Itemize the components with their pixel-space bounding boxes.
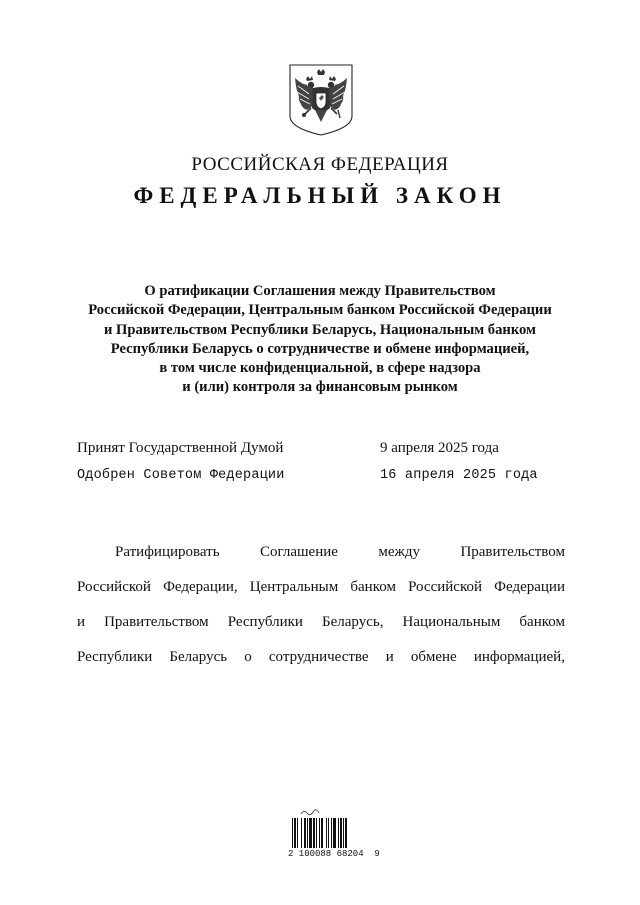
- law-name-line: и Правительством Республики Беларусь, Национальным банком: [103, 321, 536, 338]
- body-word: Национальным: [402, 614, 501, 630]
- council-approval-date: 16 апреля 2025 года: [380, 468, 538, 483]
- duma-adoption-date: 9 апреля 2025 года: [380, 440, 499, 456]
- council-approval-row: [77, 468, 577, 496]
- law-name-line: Республики Беларусь о сотрудничестве и обмене информацией,: [110, 340, 530, 357]
- body-word: Республики: [227, 614, 303, 630]
- body-word: Центральным: [249, 579, 339, 595]
- body-word: сотрудничестве: [268, 649, 369, 665]
- law-name-line: в том числе конфиденциальной, в сфере надзора: [159, 360, 481, 377]
- law-name-line: О ратификации Соглашения между Правительством: [144, 283, 496, 299]
- body-word: Российской: [77, 579, 151, 595]
- document-barcode: [282, 808, 380, 859]
- body-word: информацией,: [473, 649, 565, 665]
- body-word: и: [385, 649, 394, 665]
- body-word: Федерации,: [163, 579, 238, 595]
- body-line: [77, 614, 565, 649]
- body-word: банком: [350, 579, 396, 595]
- adoption-dates-block: [77, 440, 577, 496]
- body-word: Ратифицировать: [115, 544, 220, 560]
- body-word: Федерации: [494, 579, 565, 595]
- council-approval-label: Одобрен Советом Федерации: [77, 468, 285, 483]
- country-name: РОССИЙСКАЯ ФЕДЕРАЦИЯ: [191, 154, 449, 175]
- law-name-line: Российской Федерации, Центральным банком Российской Федерации: [88, 302, 552, 319]
- document-type-title: ФЕДЕРАЛЬНЫЙ ЗАКОН: [133, 183, 507, 208]
- body-word: Российской: [408, 579, 483, 595]
- body-word: Правительством: [104, 614, 209, 630]
- duma-adoption-row: [77, 440, 577, 468]
- law-body-text: [77, 544, 565, 684]
- body-line: [77, 544, 565, 579]
- body-word: Соглашение: [259, 544, 338, 560]
- body-word: Беларусь,: [322, 614, 384, 630]
- duma-adoption-label: Принят Государственной Думой: [77, 440, 284, 456]
- handwritten-mark-icon: [300, 808, 372, 818]
- body-line: [77, 579, 565, 614]
- body-word: и: [77, 614, 86, 630]
- body-word: Правительством: [460, 544, 565, 560]
- body-word: обмене: [410, 649, 457, 665]
- body-word: Беларусь: [169, 649, 228, 665]
- law-name-line: и (или) контроля за финансовым рынком: [182, 379, 458, 396]
- body-word: о: [244, 649, 252, 665]
- body-word: банком: [519, 614, 565, 630]
- barcode-number: 2 100088 68204 9: [288, 849, 380, 859]
- barcode-icon: [292, 818, 368, 848]
- body-word: Республики: [77, 649, 153, 665]
- body-line: [77, 649, 565, 684]
- double-headed-eagle-emblem-icon: [289, 64, 353, 136]
- law-name-heading: [60, 282, 580, 398]
- body-word: между: [378, 544, 421, 560]
